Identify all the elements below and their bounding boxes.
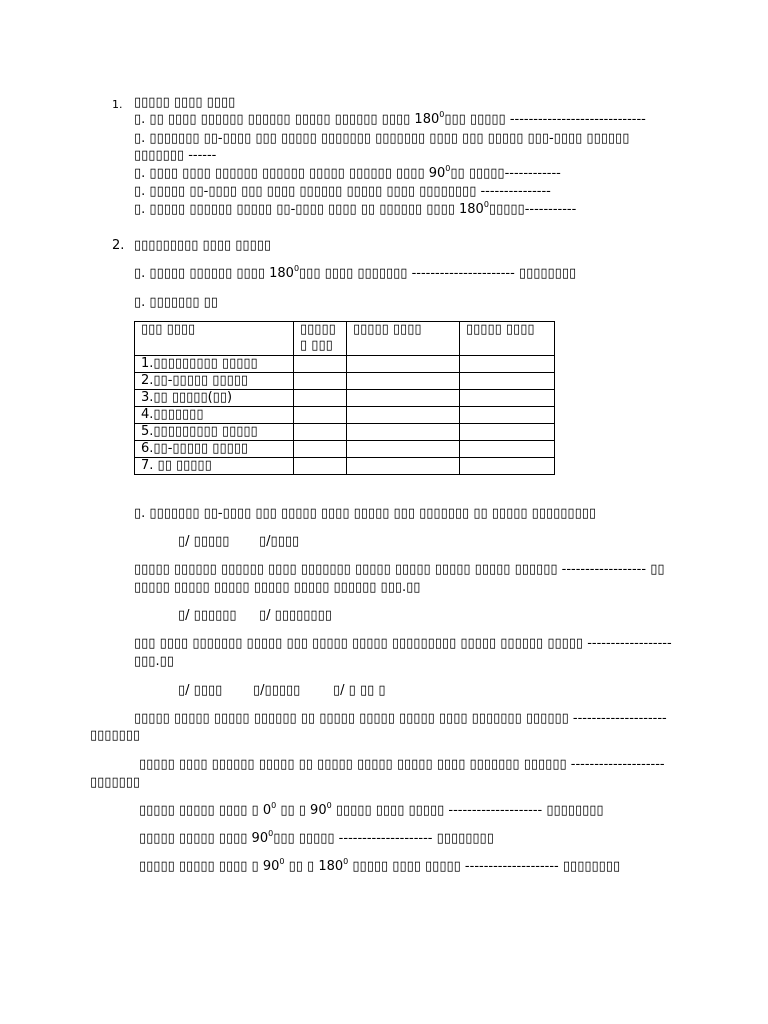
question-3-line2: ▯▯▯▯▯▯▯ [90, 728, 141, 743]
table-header-cell: ▯▯▯▯▯ ▯▯▯▯ [460, 322, 555, 356]
section-2-heading: ▯▯▯▯▯▯▯▯▯ ▯▯▯▯ ▯▯▯▯▯ [134, 238, 272, 253]
question-1-line2: ▯▯▯▯▯ ▯▯▯▯▯ ▯▯▯▯▯ ▯▯▯▯▯ ▯▯▯▯▯ ▯▯▯▯▯▯ ▯▯▯.▯▯ [134, 580, 421, 595]
question-1-line1: ▯▯▯▯▯ ▯▯▯▯▯▯ ▯▯▯▯▯▯ ▯▯▯▯ ▯▯▯▯▯▯▯ ▯▯▯▯▯ ▯▯▯▯▯ ▯▯▯▯▯ ▯▯▯▯▯ ▯▯▯▯▯▯ ------------------ ▯▯ [134, 562, 665, 577]
degree-sup: 0 [271, 800, 277, 810]
table-header-cell: ▯▯▯▯▯ ▯ ▯▯▯ [294, 322, 347, 356]
question-6-text: ▯▯▯▯▯ ▯▯▯▯▯ ▯▯▯▯ 90 [139, 831, 269, 846]
table-row [135, 407, 555, 424]
s2-item-a-text: ▯. ▯▯▯▯▯ ▯▯▯▯▯▯ ▯▯▯▯ 180 [134, 266, 294, 281]
degree-sup: 0 [326, 800, 332, 810]
table-header-row [135, 322, 555, 356]
table-cell: 2.▯▯-▯▯▯▯▯ ▯▯▯▯▯ [135, 373, 294, 390]
s1-item-e [134, 201, 576, 218]
question-5-text: ▯▯▯▯▯ ▯▯▯▯▯ ▯▯▯▯ ▯ 0 [139, 803, 272, 818]
option-1a: ▯/ ▯▯▯▯▯ [178, 534, 230, 549]
table-cell-blank [294, 458, 347, 475]
question-7-blank: ▯▯▯▯▯ ▯▯▯▯ ▯▯▯▯▯ -------------------- ▯▯▯▯▯▯▯▯ [348, 859, 621, 874]
question-6-blank: ▯▯▯ ▯▯▯▯▯ -------------------- ▯▯▯▯▯▯▯▯ [273, 831, 494, 846]
table-cell-blank [460, 441, 555, 458]
s2-item-b-label: ▯. ▯▯▯▯▯▯▯ ▯▯ [134, 295, 218, 310]
table-row [135, 424, 555, 441]
table-cell-blank [294, 373, 347, 390]
degree-sup: 0 [439, 109, 445, 119]
table-cell-blank [294, 441, 347, 458]
angle-table [134, 321, 555, 475]
table-cell-blank [294, 407, 347, 424]
s1-item-b-line1: ▯. ▯▯▯▯▯▯▯ ▯▯-▯▯▯▯ ▯▯▯ ▯▯▯▯▯ ▯▯▯▯▯▯▯ ▯▯▯▯▯▯▯ ▯▯▯▯ ▯▯▯ ▯▯▯▯▯ ▯▯▯-▯▯▯▯ ▯▯▯▯▯▯ [134, 131, 630, 146]
s1-item-c-blank: ▯▯ ▯▯▯▯▯------------ [450, 166, 561, 181]
table-cell-blank [294, 424, 347, 441]
question-7-text: ▯▯▯▯▯ ▯▯▯▯▯ ▯▯▯▯ ▯ 90 [139, 859, 280, 874]
degree-sup: 0 [268, 828, 274, 838]
s1-item-d: ▯. ▯▯▯▯▯ ▯▯-▯▯▯▯ ▯▯▯ ▯▯▯▯ ▯▯▯▯▯▯ ▯▯▯▯▯ ▯▯▯▯ ▯▯▯▯▯▯▯▯ --------------- [134, 184, 551, 199]
s1-item-a [134, 111, 646, 128]
table-row [135, 441, 555, 458]
question-5 [139, 802, 604, 819]
table-row [135, 390, 555, 407]
table-cell-blank [347, 407, 460, 424]
s2-item-a-blank: ▯▯▯ ▯▯▯▯ ▯▯▯▯▯▯▯ ---------------------- ▯▯▯▯▯▯▯▯ [299, 266, 577, 281]
table-cell: 5.▯▯▯▯▯▯▯▯▯ ▯▯▯▯▯ [135, 424, 294, 441]
section-1-number: 1. [112, 98, 123, 111]
option-3a: ▯/ ▯▯▯▯ [178, 683, 223, 698]
table-cell-blank [460, 390, 555, 407]
table-cell: 4.▯▯▯▯▯▯▯ [135, 407, 294, 424]
s1-item-b-line2: ▯▯▯▯▯▯▯ ------ [134, 148, 217, 163]
degree-sup: 0 [445, 163, 451, 173]
table-cell-blank [460, 424, 555, 441]
question-2-line1: ▯▯▯ ▯▯▯▯ ▯▯▯▯▯▯▯ ▯▯▯▯▯ ▯▯▯ ▯▯▯▯▯ ▯▯▯▯▯ ▯▯▯▯▯▯▯▯▯ ▯▯▯▯▯ ▯▯▯▯▯▯ ▯▯▯▯▯ ------------------ [134, 636, 672, 651]
question-6 [139, 830, 494, 847]
option-2b: ▯/ ▯▯▯▯▯▯▯▯ [259, 608, 332, 623]
table-header-cell: ▯▯▯▯▯ ▯▯▯▯ [347, 322, 460, 356]
table-cell-blank [294, 390, 347, 407]
table-cell: 1.▯▯▯▯▯▯▯▯▯ ▯▯▯▯▯ [135, 356, 294, 373]
degree-sup: 0 [483, 199, 489, 209]
degree-sup: 0 [279, 856, 285, 866]
s1-item-c [134, 165, 561, 182]
question-5-blank: ▯▯▯▯▯ ▯▯▯▯ ▯▯▯▯▯ -------------------- ▯▯▯▯▯▯▯▯ [331, 803, 604, 818]
option-3c: ▯/ ▯ ▯▯ ▯ [333, 683, 386, 698]
s1-item-c-text: ▯. ▯▯▯▯ ▯▯▯▯ ▯▯▯▯▯▯ ▯▯▯▯▯▯ ▯▯▯▯▯ ▯▯▯▯▯▯ ▯▯▯▯ 90 [134, 166, 446, 181]
s1-item-a-text: ▯. ▯▯ ▯▯▯▯ ▯▯▯▯▯▯ ▯▯▯▯▯▯ ▯▯▯▯▯ ▯▯▯▯▯▯ ▯▯▯▯ 180 [134, 112, 440, 127]
table-cell-blank [347, 373, 460, 390]
s1-item-e-blank: ▯▯▯▯▯----------- [488, 202, 577, 217]
question-2-line2: ▯▯▯.▯▯ [134, 654, 174, 669]
table-row [135, 458, 555, 475]
degree-sup: 0 [293, 263, 300, 273]
table-cell-blank [460, 407, 555, 424]
table-header-cell: ▯▯▯ ▯▯▯▯ [135, 322, 294, 356]
option-2a: ▯/ ▯▯▯▯▯▯ [178, 608, 237, 623]
table-cell-blank [460, 458, 555, 475]
table-cell: 3.▯▯ ▯▯▯▯▯(▯▯) [135, 390, 294, 407]
table-cell-blank [347, 356, 460, 373]
table-cell-blank [347, 441, 460, 458]
table-cell: 7. ▯▯ ▯▯▯▯▯ [135, 458, 294, 475]
degree-sup: 0 [343, 856, 349, 866]
section-2-number: 2. [112, 238, 125, 253]
s2-item-a [134, 265, 576, 282]
table-cell-blank [294, 356, 347, 373]
question-3-line1: ▯▯▯▯▯ ▯▯▯▯▯ ▯▯▯▯▯ ▯▯▯▯▯▯ ▯▯ ▯▯▯▯▯ ▯▯▯▯▯ ▯▯▯▯▯ ▯▯▯▯ ▯▯▯▯▯▯▯ ▯▯▯▯▯▯ -------------------- [134, 711, 667, 726]
question-7-mid: ▯▯ ▯ 180 [284, 859, 344, 874]
s1-item-e-text: ▯. ▯▯▯▯▯ ▯▯▯▯▯▯ ▯▯▯▯▯ ▯▯-▯▯▯▯ ▯▯▯▯ ▯▯ ▯▯▯▯▯▯ ▯▯▯▯ 180 [134, 202, 484, 217]
question-4-line1: ▯▯▯▯▯ ▯▯▯▯ ▯▯▯▯▯▯ ▯▯▯▯▯ ▯▯ ▯▯▯▯▯ ▯▯▯▯▯ ▯▯▯▯▯ ▯▯▯▯ ▯▯▯▯▯▯▯ ▯▯▯▯▯▯ -------------------- [139, 757, 665, 772]
table-cell-blank [347, 390, 460, 407]
s1-item-a-blank: ▯▯▯ ▯▯▯▯▯ ----------------------------- [444, 112, 646, 127]
question-5-mid: ▯▯ ▯ 90 [276, 803, 327, 818]
s2-item-c: ▯. ▯▯▯▯▯▯▯ ▯▯-▯▯▯▯ ▯▯▯ ▯▯▯▯▯ ▯▯▯▯ ▯▯▯▯▯ ▯▯▯ ▯▯▯▯▯▯▯ ▯▯ ▯▯▯▯▯ ▯▯▯▯▯▯▯▯▯ [134, 506, 597, 521]
table-cell: 6.▯▯-▯▯▯▯▯ ▯▯▯▯▯ [135, 441, 294, 458]
section-1-heading: ▯▯▯▯▯ ▯▯▯▯ ▯▯▯▯ [134, 95, 236, 110]
table-cell-blank [460, 373, 555, 390]
table-cell-blank [347, 458, 460, 475]
question-4-line2: ▯▯▯▯▯▯▯ [90, 775, 141, 790]
table-row [135, 373, 555, 390]
table-cell-blank [347, 424, 460, 441]
question-7 [139, 858, 620, 875]
table-row [135, 356, 555, 373]
table-cell-blank [460, 356, 555, 373]
option-3b: ▯/▯▯▯▯▯ [253, 683, 301, 698]
option-1b: ▯/▯▯▯▯ [259, 534, 300, 549]
